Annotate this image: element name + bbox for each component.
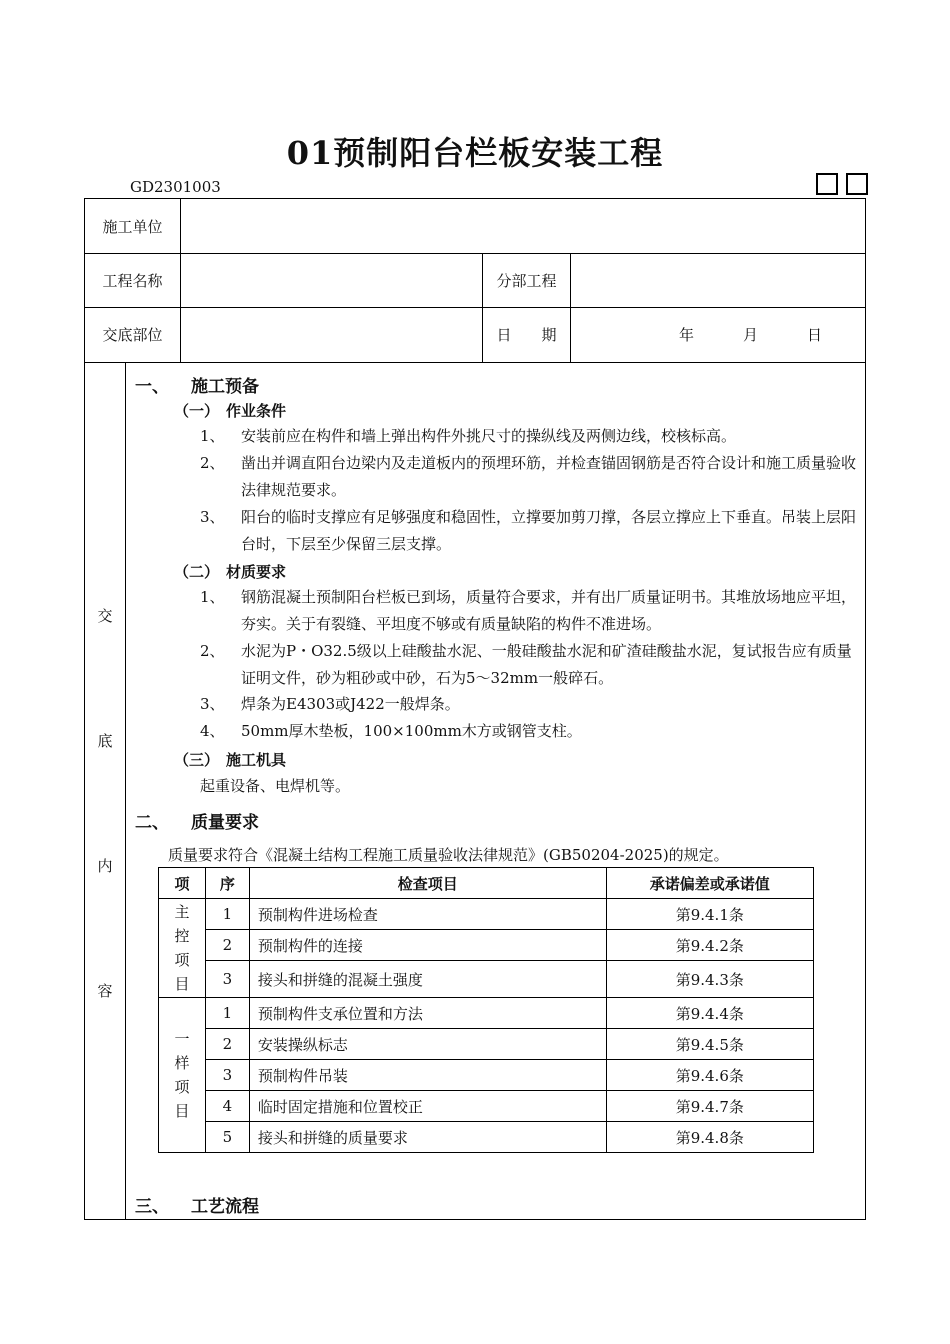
- seq-cell: 1: [205, 998, 249, 1029]
- group-label-char: 项: [174, 951, 190, 969]
- seq-cell: 3: [205, 1060, 249, 1091]
- table-row: [159, 899, 814, 930]
- seq-cell: 2: [205, 1029, 249, 1060]
- group-label-char: 控: [174, 927, 190, 945]
- list-item: 3、 阳台的临时支撑应有足够强度和稳固性，立撑要加剪刀撑，各层立撑应上下垂直。吊装上层阳台时，下层至少保留三层支撑。: [200, 508, 857, 553]
- seq-cell: 5: [205, 1122, 249, 1153]
- group-general-label: [159, 1027, 205, 1123]
- value-cell: 第9.4.5条: [606, 1029, 813, 1060]
- item-cell: 接头和拼缝的混凝土强度: [249, 961, 606, 998]
- group-label-char: 样: [174, 1054, 190, 1072]
- table-row: [159, 1060, 814, 1091]
- item-cell: 预制构件吊装: [249, 1060, 606, 1091]
- column-header: 检查项目: [249, 868, 606, 899]
- date-year: 年: [679, 326, 695, 344]
- list-item: 2、 水泥为P・O32.5级以上硅酸盐水泥、一般硅酸盐水泥和矿渣硅酸盐水泥，复试报告应有质量证明文件，砂为粗砂或中砂，石为5～32mm一般碎石。: [200, 642, 852, 687]
- seq-cell: 2: [205, 930, 249, 961]
- group-label-char: 项: [174, 1078, 190, 1096]
- date-label: 日 期: [496, 326, 557, 344]
- item-cell: 预制构件的连接: [249, 930, 606, 961]
- checkbox-2[interactable]: [846, 173, 868, 195]
- group-label-char: 一: [174, 1030, 190, 1048]
- group-main-cell: [159, 899, 206, 998]
- checkbox-group: [816, 173, 868, 195]
- list-item: 3、 焊条为E4303或J422一般焊条。: [200, 695, 460, 713]
- value-cell: 第9.4.6条: [606, 1060, 813, 1091]
- table-row: [159, 1122, 814, 1153]
- table-row: [159, 1091, 814, 1122]
- table-header-row: [159, 868, 814, 899]
- list-item: 2、 凿出并调直阳台边梁内及走道板内的预埋环筋，并检查锚固钢筋是否符合设计和施工质量验收法律规范要求。: [200, 454, 857, 499]
- list-item: 1、 安装前应在构件和墙上弹出构件外挑尺寸的操纵线及两侧边线，校核标高。: [200, 427, 737, 445]
- value-cell: 第9.4.4条: [606, 998, 813, 1029]
- project-value-field[interactable]: [181, 253, 482, 307]
- group-main-label: [159, 900, 205, 996]
- side-label-char: 底: [97, 732, 113, 750]
- section-heading: 二、 质量要求: [135, 813, 259, 833]
- group-label-char: 目: [174, 1102, 190, 1120]
- date-month: 月: [743, 326, 759, 344]
- checkbox-1[interactable]: [816, 173, 838, 195]
- value-cell: 第9.4.7条: [606, 1091, 813, 1122]
- project-label: 工程名称: [102, 271, 163, 290]
- sub-project-label: 分部工程: [496, 271, 557, 290]
- sub-project-value-field[interactable]: [571, 253, 865, 307]
- list-item: 4、 50mm厚木垫板，100×100mm木方或钢管支柱。: [200, 722, 582, 740]
- table-row: [159, 998, 814, 1029]
- table-row: [159, 961, 814, 998]
- seq-cell: 3: [205, 961, 249, 998]
- table-row: [159, 930, 814, 961]
- date-value-field[interactable]: [571, 307, 865, 362]
- document-code: GD2301003: [130, 178, 221, 196]
- subsection-heading: （三） 施工机具: [174, 751, 287, 769]
- value-cell: 第9.4.2条: [606, 930, 813, 961]
- item-cell: 安装操纵标志: [249, 1029, 606, 1060]
- page-title: 01预制阳台栏板安装工程: [286, 134, 664, 172]
- side-label-char: 容: [97, 982, 113, 1000]
- seq-cell: 1: [205, 899, 249, 930]
- item-cell: 预制构件进场检查: [249, 899, 606, 930]
- table-row: [159, 1029, 814, 1060]
- value-cell: 第9.4.8条: [606, 1122, 813, 1153]
- quality-table: [158, 867, 814, 1153]
- subsection-heading: （一） 作业条件: [174, 402, 287, 420]
- part-value-field[interactable]: [181, 307, 482, 362]
- column-header: 项: [159, 868, 206, 899]
- column-header: 承诺偏差或承诺值: [606, 868, 813, 899]
- unit-label: 施工单位: [102, 217, 163, 236]
- item-cell: 预制构件支承位置和方法: [249, 998, 606, 1029]
- seq-cell: 4: [205, 1091, 249, 1122]
- group-general-cell: [159, 998, 206, 1153]
- list-item: 1、 钢筋混凝土预制阳台栏板已到场，质量符合要求，并有出厂质量证明书。其堆放场地应平坦，夯实。关于有裂缝、平坦度不够或有质量缺陷的构件不准进场。: [200, 588, 857, 633]
- value-cell: 第9.4.1条: [606, 899, 813, 930]
- column-header: 序: [205, 868, 249, 899]
- date-day: 日: [807, 326, 823, 344]
- item-cell: 接头和拼缝的质量要求: [249, 1122, 606, 1153]
- part-label: 交底部位: [102, 326, 163, 344]
- paragraph: 质量要求符合《混凝土结构工程施工质量验收法律规范》(GB50204-2025)的规定。: [168, 846, 729, 864]
- section-heading: 一、 施工预备: [135, 377, 259, 397]
- item-cell: 临时固定措施和位置校正: [249, 1091, 606, 1122]
- subsection-heading: （二） 材质要求: [174, 563, 287, 581]
- unit-value-field[interactable]: [181, 199, 865, 253]
- group-label-char: 主: [174, 903, 190, 921]
- section-heading: 三、 工艺流程: [135, 1197, 259, 1217]
- group-label-char: 目: [174, 975, 190, 993]
- side-label-char: 交: [97, 607, 113, 625]
- value-cell: 第9.4.3条: [606, 961, 813, 998]
- side-label-char: 内: [97, 857, 113, 875]
- paragraph: 起重设备、电焊机等。: [200, 777, 351, 795]
